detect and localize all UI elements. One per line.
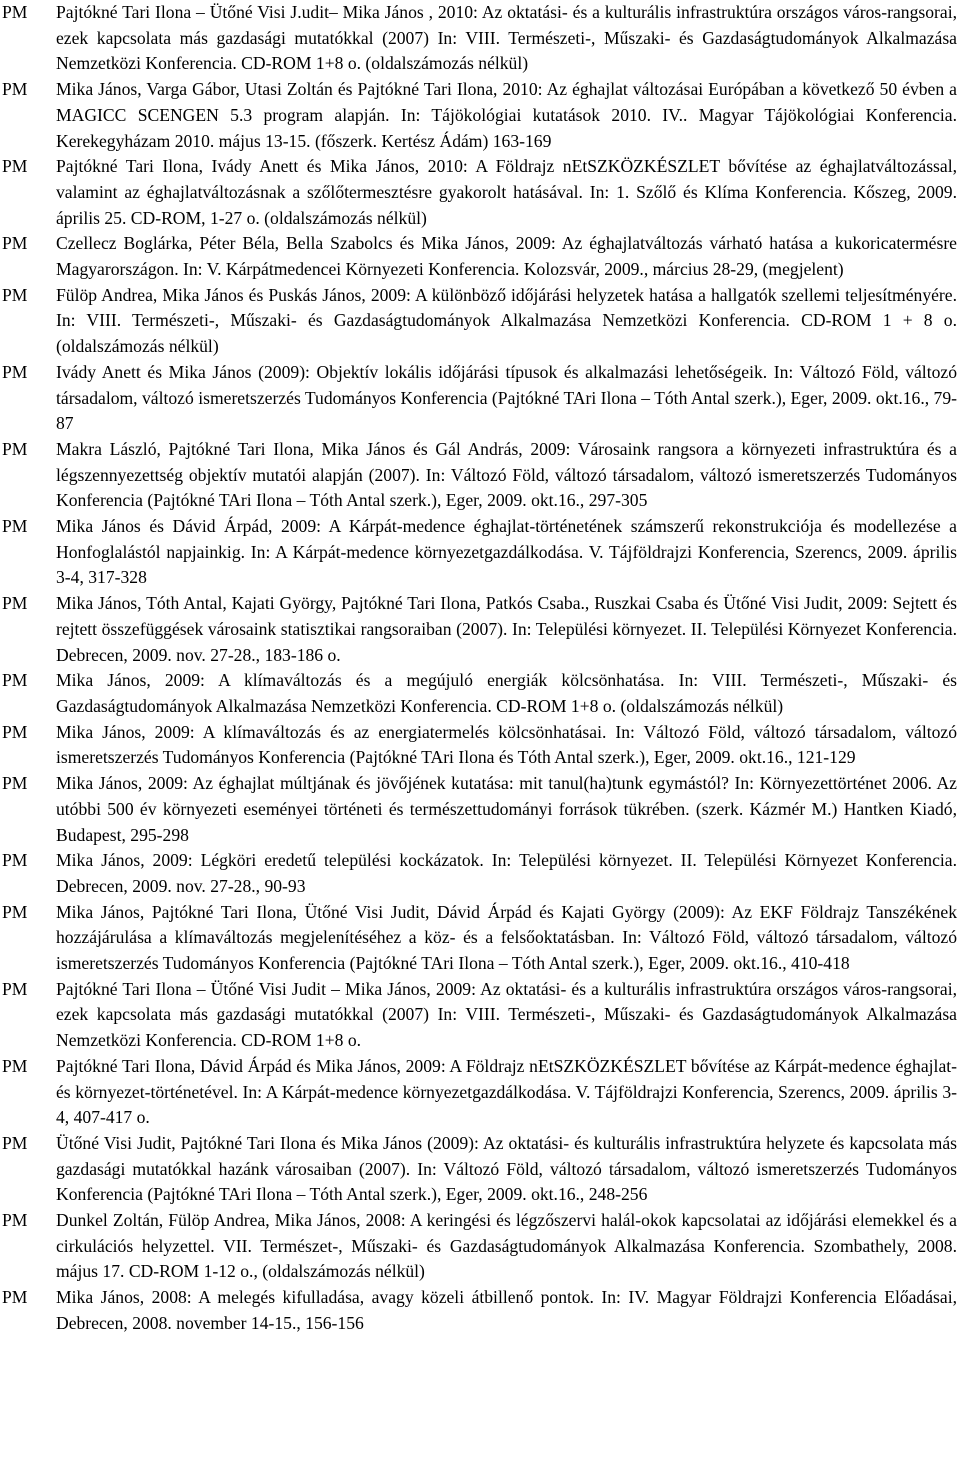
entry-citation: Makra László, Pajtókné Tari Ilona, Mika János és Gál András, 2009: Városaink rangsora a környezeti infrastruktúra és a légszennyezettség objektív mutatói alapján (2007). In: Változó Föld, változó társadalom, változó ismeretszerzés Tudományos Konferencia (Pajtókné TAri Ilona – Tóth Antal szerk.), Eger, 2009. okt.16., 297-305 <box>56 438 957 511</box>
publication-entry <box>0 771 960 848</box>
entry-citation: Dunkel Zoltán, Fülöp Andrea, Mika János, 2008: A keringési és légzőszervi halál-okok kapcsolatai az időjárási elemekkel és a cirkulációs helyzettel. VII. Természet-, Műszaki- és Gazdaságtudományok Alkalmazása Konferencia. Szombathely, 2008. május 17. CD-ROM 1-12 o., (oldalszámozás nélkül) <box>56 1210 957 1282</box>
publication-entry <box>0 1054 960 1131</box>
entry-citation: Mika János, 2009: A klímaváltozás és az energiatermelés kölcsönhatásai. In: Változó Föld, változó társadalom, változó ismeretszerzés Tudományos Konferencia (Pajtókné TAri Ilona és Tóth Antal szerk.), Eger, 2009. okt.16., 121-129 <box>56 721 957 768</box>
publication-entry <box>0 360 960 437</box>
publication-entry <box>0 77 960 154</box>
publication-entry <box>0 231 960 282</box>
publication-entry <box>0 591 960 668</box>
entry-citation: Fülöp Andrea, Mika János és Puskás János, 2009: A különböző időjárási helyzetek hatása a hallgatók szellemi teljesítményére. In: VIII. Természeti-, Műszaki- és Gazdaságtudományok Alkalmazása Nemzetközi Konferencia. CD-ROM 1 + 8 o. (oldalszámozás nélkül) <box>56 284 957 357</box>
publication-entry <box>0 514 960 591</box>
entry-type-tag: PM <box>2 361 28 382</box>
entry-type-tag: PM <box>2 516 28 537</box>
publication-entry <box>0 1208 960 1285</box>
publication-entry <box>0 668 960 719</box>
entry-citation: Czellecz Boglárka, Péter Béla, Bella Szabolcs és Mika János, 2009: Az éghajlatváltozás várható hatása a kukoricatermésre Magyarországon. In: V. Kárpátmedencei Környezeti Konferencia. Kolozsvár, 2009., március 28-29, (megjelent) <box>56 233 957 280</box>
entry-citation: Mika János és Dávid Árpád, 2009: A Kárpát-medence éghajlat-történetének számszerű rekonstrukciója és modellezése a Honfoglalástól napjainkig. In: A Kárpát-medence környezetgazdálkodása. V. Tájföldrajzi Konferencia, Szerencs, 2009. április 3-4, 317-328 <box>56 516 957 588</box>
publication-entry <box>0 154 960 231</box>
entry-citation: Pajtókné Tari Ilona – Ütőné Visi J.udit– Mika János , 2010: Az oktatási- és a kulturális infrastruktúra országos város-rangsorai, ezek kapcsolata más gazdasági mutatókkal (2007) In: VIII. Természeti-, Műszaki- és Gazdaságtudományok Alkalmazása Nemzetközi Konferencia. CD-ROM 1+8 o. (oldalszámozás nélkül) <box>56 2 957 74</box>
entry-type-tag: PM <box>2 2 28 22</box>
entry-type-tag: PM <box>2 233 28 254</box>
entry-type-tag: PM <box>2 156 28 177</box>
entry-type-tag: PM <box>2 593 28 614</box>
entry-citation: Mika János, 2009: A klímaváltozás és a megújuló energiák kölcsönhatása. In: VIII. Természeti-, Műszaki- és Gazdaságtudományok Alkalmazása Nemzetközi Konferencia. CD-ROM 1+8 o. (oldalszámozás nélkül) <box>56 670 957 716</box>
entry-type-tag: PM <box>2 1287 28 1308</box>
entry-type-tag: PM <box>2 79 28 100</box>
entry-citation: Mika János, Varga Gábor, Utasi Zoltán és Pajtókné Tari Ilona, 2010: Az éghajlat változásai Európában a következő 50 évben a MAGICC SCENGEN 5.3 program alapján. In: Tájökológiai kutatások 2010. IV.. Magyar Tájökológiai Konferencia. Kerekegyházam 2010. május 13-15. (főszerk. Kertész Ádám) 163-169 <box>56 79 957 151</box>
entry-citation: Mika János, Tóth Antal, Kajati György, Pajtókné Tari Ilona, Patkós Csaba., Ruszkai Csaba és Ütőné Visi Judit, 2009: Sejtett és rejtett összefüggések városaink statisztikai rangsoraiban (2007). In: Települési környezet. II. Települési Környezet Konferencia. Debrecen, 2009. nov. 27-28., 183-186 o. <box>56 593 957 665</box>
publication-entry <box>0 1131 960 1208</box>
entry-type-tag: PM <box>2 284 28 305</box>
entry-type-tag: PM <box>2 978 28 999</box>
entry-citation: Mika János, 2009: Az éghajlat múltjának és jövőjének kutatása: mit tanul(ha)tunk egymástól? In: Környezettörténet 2006. Az utóbbi 500 év környezeti eseményei történeti és természettudományi források tükrében. (szerk. Kázmér M.) Hantken Kiadó, Budapest, 295-298 <box>56 773 957 845</box>
publication-entry <box>0 720 960 771</box>
publication-entry <box>0 1285 960 1336</box>
publication-entry <box>0 900 960 977</box>
publication-entry <box>0 848 960 899</box>
entry-type-tag: PM <box>2 1055 28 1076</box>
entry-type-tag: PM <box>2 721 28 742</box>
entry-citation: Ivády Anett és Mika János (2009): Objektív lokális időjárási típusok és alkalmazási lehetőségeik. In: Változó Föld, változó társadalom, változó ismeretszerzés Tudományos Konferencia (Pajtókné TAri Ilona – Tóth Antal szerk.), Eger, 2009. okt.16., 79-87 <box>56 361 957 434</box>
publication-entry <box>0 283 960 360</box>
entry-type-tag: PM <box>2 1132 28 1153</box>
entry-citation: Mika János, 2009: Légköri eredetű települési kockázatok. In: Települési környezet. II. Települési Környezet Konferencia. Debrecen, 2009. nov. 27-28., 90-93 <box>56 850 957 896</box>
entry-citation: Pajtókné Tari Ilona – Ütőné Visi Judit – Mika János, 2009: Az oktatási- és a kulturális infrastruktúra országos város-rangsorai, ezek kapcsolata más gazdasági mutatókkal (2007) In: VIII. Természeti-, Műszaki- és Gazdaságtudományok Alkalmazása Nemzetközi Konferencia. CD-ROM 1+8 o. <box>56 978 957 1051</box>
entry-citation: Pajtókné Tari Ilona, Ivády Anett és Mika János, 2010: A Földrajz nEtSZKÖZKÉSZLET bővítése az éghajlatváltozással, valamint az éghajlatváltozásnak a szőlőtermesztésre gyakorolt hatásával. In: 1. Szőlő és Klíma Konferencia. Kőszeg, 2009. április 25. CD-ROM, 1-27 o. (oldalszámozás nélkül) <box>56 156 957 228</box>
entry-type-tag: PM <box>2 773 28 794</box>
entry-citation: Pajtókné Tari Ilona, Dávid Árpád és Mika János, 2009: A Földrajz nEtSZKÖZKÉSZLET bővítése az Kárpát-medence éghajlat- és környezet-történetével. In: A Kárpát-medence környezetgazdálkodása. V. Tájföldrajzi Konferencia, Szerencs, 2009. április 3-4, 407-417 o. <box>56 1055 957 1128</box>
entry-type-tag: PM <box>2 670 28 691</box>
entry-type-tag: PM <box>2 850 28 871</box>
entry-type-tag: PM <box>2 1210 28 1231</box>
publication-entry <box>0 437 960 514</box>
entry-type-tag: PM <box>2 901 28 922</box>
entry-type-tag: PM <box>2 438 28 459</box>
entry-citation: Mika János, Pajtókné Tari Ilona, Ütőné Visi Judit, Dávid Árpád és Kajati György (2009): Az EKF Földrajz Tanszékének hozzájárulása a klímaváltozás megjelenítéséhez a köz- és a felsőoktatásban. In: Változó Föld, változó társadalom, változó ismeretszerzés Tudományos Konferencia (Pajtókné TAri Ilona – Tóth Antal szerk.), Eger, 2009. okt.16., 410-418 <box>56 901 957 974</box>
publication-entry <box>0 977 960 1054</box>
entry-citation: Mika János, 2008: A melegés kifulladása, avagy közeli átbillenő pontok. In: IV. Magyar Földrajzi Konferencia Előadásai, Debrecen, 2008. november 14-15., 156-156 <box>56 1287 957 1333</box>
entry-citation: Ütőné Visi Judit, Pajtókné Tari Ilona és Mika János (2009): Az oktatási- és kulturális infrastruktúra helyzete és kapcsolata más gazdasági mutatókkal hazánk városaiban (2007). In: Változó Föld, változó társadalom, változó ismeretszerzés Tudományos Konferencia (Pajtókné TAri Ilona – Tóth Antal szerk.), Eger, 2009. okt.16., 248-256 <box>56 1132 957 1205</box>
publication-entry <box>0 0 960 77</box>
